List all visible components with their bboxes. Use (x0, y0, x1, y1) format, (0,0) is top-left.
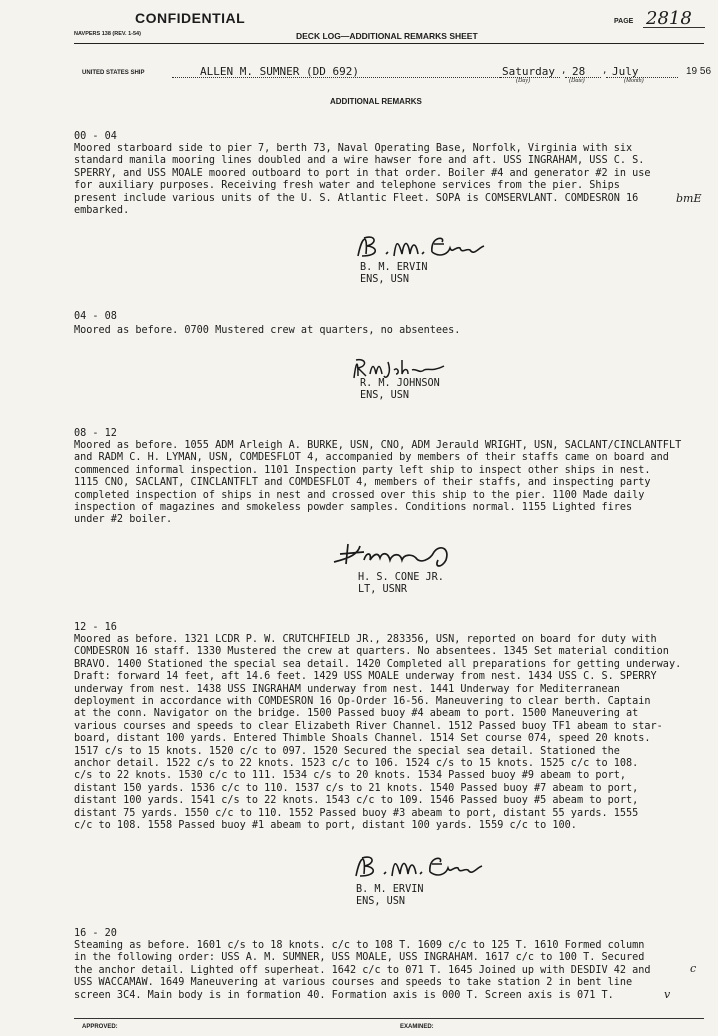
date-label: (Date) (569, 78, 585, 84)
sheet-title: DECK LOG—ADDITIONAL REMARKS SHEET (296, 31, 478, 41)
page-number-line (643, 27, 705, 28)
margin-check: c (690, 962, 697, 975)
signer-rank: ENS, USN (356, 896, 406, 907)
day-label: (Day) (516, 78, 530, 84)
month-value: July (612, 65, 639, 78)
form-number: NAVPERS 138 (REV. 1-54) (74, 31, 141, 37)
watch-heading: 12 - 16 (74, 622, 117, 633)
day-value: Saturday (502, 65, 555, 78)
margin-initials: bmE (676, 192, 702, 205)
signer-name: H. S. CONE JR. (358, 572, 444, 583)
watch-heading: 00 - 04 (74, 131, 117, 142)
entry-text: Steaming as before. 1601 c/s to 18 knots. c/c to 108 T. 1609 c/c to 125 T. 1610 Formed column in the following order: USS A. M. SUMNER, USS MOALE, USS INGRAHAM. 1617 c/c to 100 T. Secured the anchor detail. Lighted off superheat. 1642 c/c to 071 T. 1645 Joined up with DESDIV 42 and USS WACCAMAW. 1649 Maneuvering at various courses and speeds to take station 2 in bent line screen 3C4. Main body is in formation 40. Formation axis is 000 T. Screen axis is 071 T. (74, 940, 651, 1001)
watch-heading: 16 - 20 (74, 928, 117, 939)
watch-heading: 04 - 08 (74, 311, 117, 322)
signer-name: B. M. ERVIN (356, 884, 424, 895)
entry-text: Moored as before. 0700 Mustered crew at quarters, no absentees. (74, 325, 461, 336)
signer-name: R. M. JOHNSON (360, 378, 440, 389)
watch-heading: 08 - 12 (74, 428, 117, 439)
page-label: PAGE (614, 18, 634, 25)
day-line (500, 77, 560, 78)
approved-label: APPROVED: (82, 1024, 118, 1030)
signature-ervin-2 (350, 848, 490, 884)
page-number: 2818 (646, 8, 692, 29)
month-label: (Month) (624, 78, 644, 84)
signer-rank: ENS, USN (360, 274, 410, 285)
footer-rule (74, 1018, 704, 1019)
ship-name-line (172, 77, 502, 78)
ship-label: UNITED STATES SHIP (82, 70, 145, 76)
entry-text: Moored as before. 1321 LCDR P. W. CRUTCHFIELD JR., 283356, USN, reported on board for duty with COMDESRON 16 staff. 1330 Mustered the crew at quarters. No absentees. 1345 Set material condition BRAVO. 1400 Stationed the special sea detail. 1420 Completed all preparations for getting underway. Draft: forward 14 feet, aft 14.6 feet. 1429 USS MOALE underway from nest. 1434 USS C. S. SPERRY underway from nest. 1438 USS INGRAHAM underway from nest. 1441 Underway for Mediterranean deployment in accordance with COMDESRON 16 Op-Order 16-56. Maneuvering to clear berth. Captain at the conn. Navigator on the bridge. 1500 Passed buoy #4 abeam to port. 1500 Maneuvering at various courses and speeds to clear Elizabeth River Channel. 1512 Passed buoy TF1 abeam to star- board, distant 100 yards. Entered Thimble Shoals Channel. 1514 Set course 074, speed 20 knots. 1517 c/s to 15 knots. 1520 c/c to 097. 1520 Secured the special sea detail. Stationed the anchor detail. 1522 c/s to 22 knots. 1523 c/c to 106. 1524 c/s to 15 knots. 1525 c/c to 108. c/s to 22 knots. 1530 c/c to 111. 1534 c/s to 20 knots. 1534 Passed buoy #9 abeam to port, distant 150 yards. 1536 c/c to 110. 1537 c/s to 21 knots. 1540 Passed buoy #7 abeam to port, distant 100 yards. 1541 c/s to 22 knots. 1543 c/c to 109. 1546 Passed buoy #5 abeam to port, distant 75 yards. 1550 c/c to 110. 1552 Passed buoy #3 abeam to port, distant 55 yards. 1555 c/c to 108. 1558 Passed buoy #1 abeam to port, distant 100 yards. 1559 c/c to 100. (74, 634, 682, 832)
signer-name: B. M. ERVIN (360, 262, 428, 273)
examined-label: EXAMINED: (400, 1024, 434, 1030)
signature-cone (330, 538, 470, 572)
day-comma: , (561, 66, 567, 76)
date-comma: , (602, 66, 608, 76)
date-value: 28 (572, 65, 586, 78)
signer-rank: ENS, USN (360, 390, 410, 401)
header-rule (74, 43, 704, 44)
year-value: 19 56 (686, 66, 712, 77)
entry-text: Moored starboard side to pier 7, berth 73, Naval Operating Base, Norfolk, Virginia with six standard manila mooring lines doubled and a wire hawser fore and aft. USS INGRAHAM, USS C. S. SPERRY, and USS MOALE moored outboard to port in that order. Boiler #4 and generator #2 in use for auxiliary purposes. Receiving fresh water and telephone services from the pier. Ships present include various units of the U. S. Atlantic Fleet. SOPA is COMSERVLANT. COMDESRON 16 embarked. (74, 143, 651, 217)
signature-ervin-1 (352, 228, 492, 264)
ship-name: ALLEN M. SUMNER (DD 692) (200, 65, 359, 78)
classification: CONFIDENTIAL (135, 10, 246, 26)
signer-rank: LT, USNR (358, 584, 408, 595)
entry-text: Moored as before. 1055 ADM Arleigh A. BURKE, USN, CNO, ADM Jerauld WRIGHT, USN, SACLANT/CINCLANTFLT and RADM C. H. LYMAN, USN, COMDESFLOT 4, accompanied by members of their staffs came on board and commenced informal inspection. 1101 Inspection party left ship to inspect other ships in nest. 1115 CNO, SACLANT, CINCLANTFLT and COMDESFLOT 4, members of their staffs, and inspecting party completed inspection of ships in nest and crossed over this ship to the pier. 1100 Made daily inspection of magazines and smokeless powder samples. Conditions normal. 1155 Lighted fires under #2 boiler. (74, 440, 682, 526)
additional-remarks-title: ADDITIONAL REMARKS (330, 97, 422, 106)
margin-tick: v (664, 988, 671, 1001)
